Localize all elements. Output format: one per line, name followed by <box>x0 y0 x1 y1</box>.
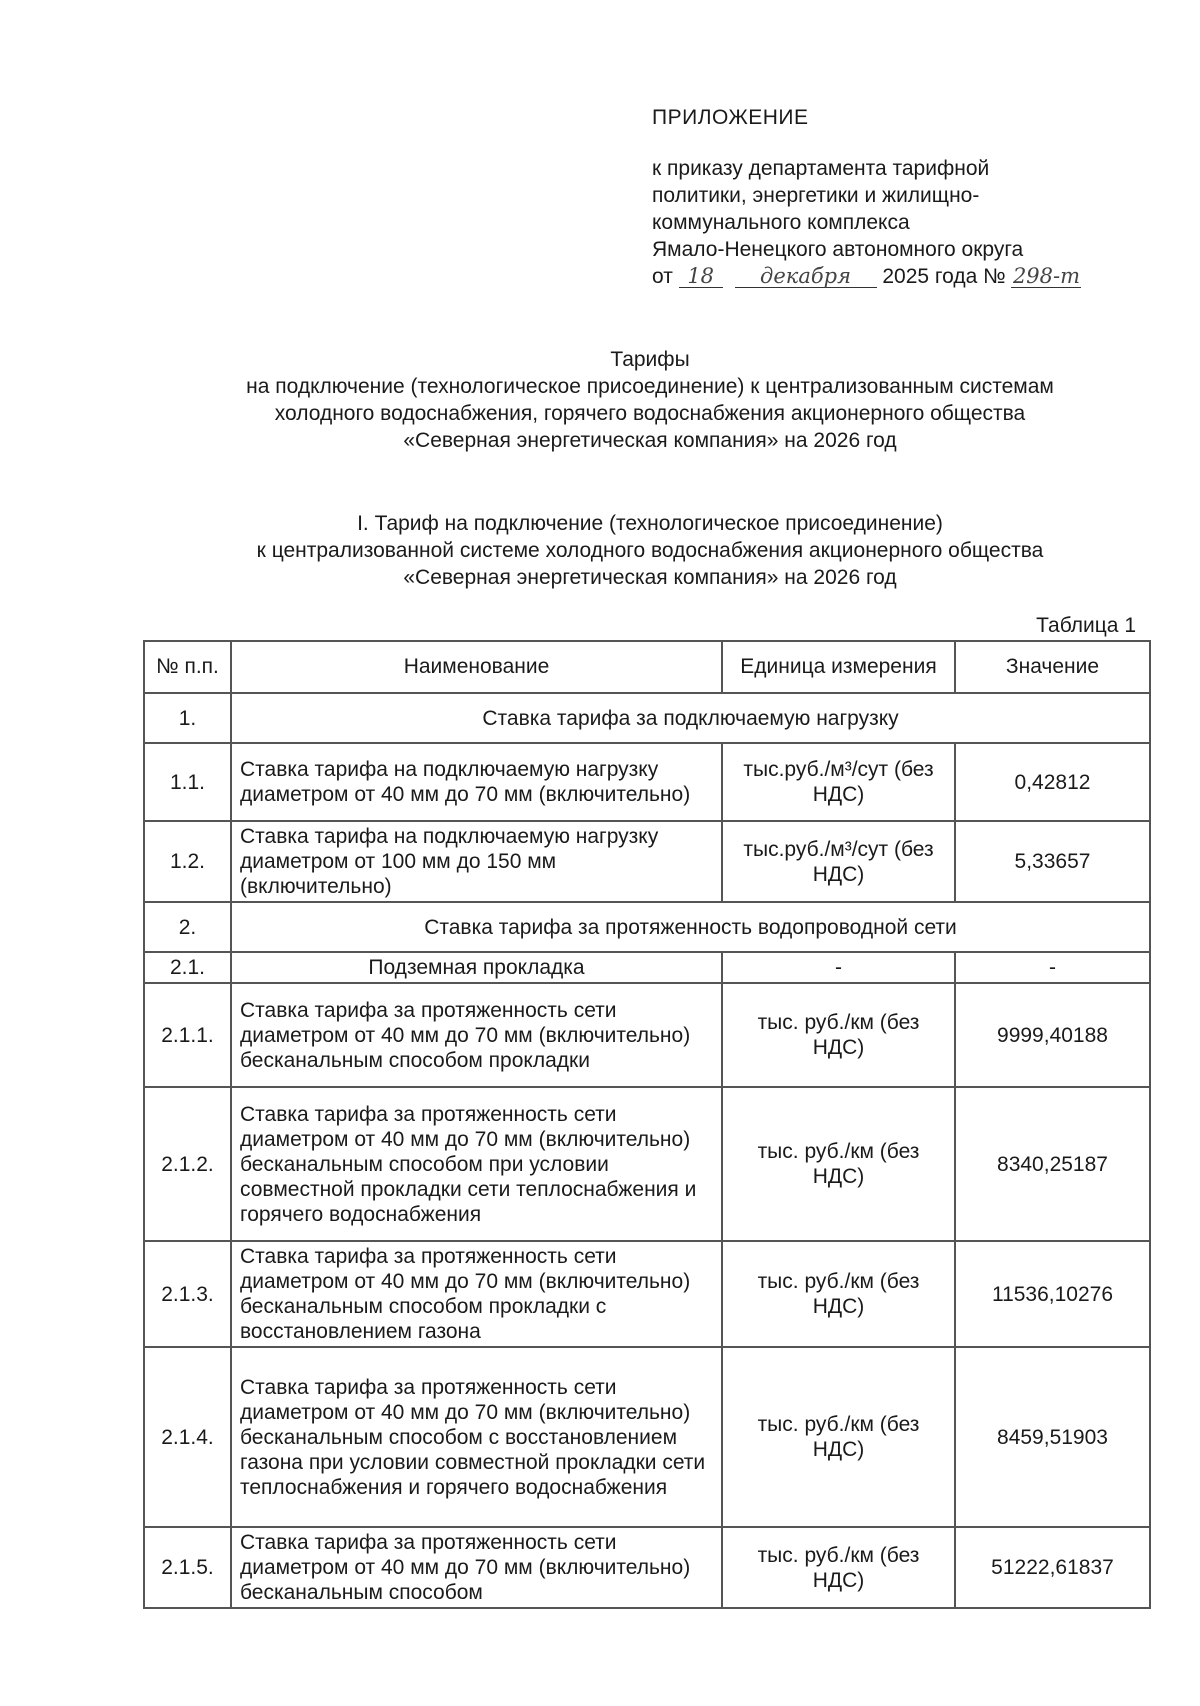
row-value: 51222,61837 <box>955 1527 1150 1608</box>
date-month-handwritten: декабря <box>735 265 877 288</box>
row-name: Ставка тарифа за протяженность сети диаметром от 40 мм до 70 мм (включительно) бесканальным способом с восстановлением газона при условии совместной прокладки сети теплоснабжения и горячего водоснабжения <box>231 1347 722 1527</box>
appendix-line: политики, энергетики и жилищно- <box>652 184 980 207</box>
order-number-handwritten: 298-т <box>1012 264 1081 288</box>
appendix-heading: ПРИЛОЖЕНИЕ <box>652 106 809 129</box>
appendix-line: к приказу департамента тарифной <box>652 157 990 180</box>
row-unit: тыс. руб./км (без НДС) <box>722 1527 955 1608</box>
date-year: 2025 года № <box>882 265 1006 288</box>
row-unit: тыс. руб./км (без НДС) <box>722 983 955 1087</box>
appendix-line: коммунального комплекса <box>652 211 910 234</box>
row-value: 8340,25187 <box>955 1087 1150 1241</box>
table-label: Таблица 1 <box>1036 614 1136 637</box>
row-num: 2. <box>144 902 231 952</box>
row-num: 2.1.2. <box>144 1087 231 1241</box>
section-line: «Северная энергетическая компания» на 2026 год <box>403 566 897 589</box>
row-unit: тыс. руб./км (без НДС) <box>722 1241 955 1347</box>
row-num: 2.1.5. <box>144 1527 231 1608</box>
row-num: 2.1.3. <box>144 1241 231 1347</box>
date-prefix: от <box>652 265 673 288</box>
table-row <box>144 821 1150 902</box>
row-value: 9999,40188 <box>955 983 1150 1087</box>
appendix-block <box>652 104 1122 290</box>
tariff-table <box>143 640 1151 1609</box>
row-name: Ставка тарифа за протяженность сети диаметром от 40 мм до 70 мм (включительно) бесканальным способом прокладки <box>231 983 722 1087</box>
header-unit: Единица измерения <box>722 641 955 693</box>
row-unit: тыс. руб./км (без НДС) <box>722 1347 955 1527</box>
table-row <box>144 1087 1150 1241</box>
row-name: Ставка тарифа за протяженность сети диаметром от 40 мм до 70 мм (включительно) бесканальным способом прокладки с восстановлением газона <box>231 1241 722 1347</box>
title-line: на подключение (технологическое присоединение) к централизованным системам <box>246 375 1054 398</box>
section-line: к централизованной системе холодного водоснабжения акционерного общества <box>256 539 1044 562</box>
group-title: Ставка тарифа за протяженность водопроводной сети <box>231 902 1150 952</box>
group-title: Ставка тарифа за подключаемую нагрузку <box>231 693 1150 743</box>
row-unit: - <box>722 952 955 983</box>
row-num: 2.1.1. <box>144 983 231 1087</box>
row-num: 1.2. <box>144 821 231 902</box>
row-unit: тыс. руб./км (без НДС) <box>722 1087 955 1241</box>
row-num: 2.1. <box>144 952 231 983</box>
table-subgroup-row <box>144 952 1150 983</box>
row-unit: тыс.руб./м³/сут (без НДС) <box>722 821 955 902</box>
header-value: Значение <box>955 641 1150 693</box>
table-group-row <box>144 902 1150 952</box>
section-heading <box>100 510 1200 591</box>
table-row <box>144 1347 1150 1527</box>
row-name: Подземная прокладка <box>231 952 722 983</box>
date-day-handwritten: 18 <box>679 265 723 288</box>
title-line: «Северная энергетическая компания» на 2026 год <box>403 429 897 452</box>
row-value: - <box>955 952 1150 983</box>
row-name: Ставка тарифа за протяженность сети диаметром от 40 мм до 70 мм (включительно) бесканальным способом <box>231 1527 722 1608</box>
table-row <box>144 1527 1150 1608</box>
table-header-row <box>144 641 1150 693</box>
row-name: Ставка тарифа за протяженность сети диаметром от 40 мм до 70 мм (включительно) бесканальным способом при условии совместной прокладки сети теплоснабжения и горячего водоснабжения <box>231 1087 722 1241</box>
row-num: 1. <box>144 693 231 743</box>
row-num: 2.1.4. <box>144 1347 231 1527</box>
table-row <box>144 1241 1150 1347</box>
header-name: Наименование <box>231 641 722 693</box>
row-num: 1.1. <box>144 743 231 821</box>
row-value: 8459,51903 <box>955 1347 1150 1527</box>
table-group-row <box>144 693 1150 743</box>
row-value: 0,42812 <box>955 743 1150 821</box>
header-num: № п.п. <box>144 641 231 693</box>
row-name: Ставка тарифа на подключаемую нагрузку диаметром от 100 мм до 150 мм (включительно) <box>231 821 722 902</box>
row-value: 11536,10276 <box>955 1241 1150 1347</box>
table-row <box>144 743 1150 821</box>
row-unit: тыс.руб./м³/сут (без НДС) <box>722 743 955 821</box>
section-line: I. Тариф на подключение (технологическое присоединение) <box>357 512 943 535</box>
row-value: 5,33657 <box>955 821 1150 902</box>
table-row <box>144 983 1150 1087</box>
row-name: Ставка тарифа на подключаемую нагрузку диаметром от 40 мм до 70 мм (включительно) <box>231 743 722 821</box>
order-date-line <box>652 263 1122 290</box>
appendix-line: Ямало-Ненецкого автономного округа <box>652 238 1024 261</box>
document-title <box>100 346 1200 454</box>
title-line: Тарифы <box>610 348 690 371</box>
title-line: холодного водоснабжения, горячего водоснабжения акционерного общества <box>274 402 1026 425</box>
